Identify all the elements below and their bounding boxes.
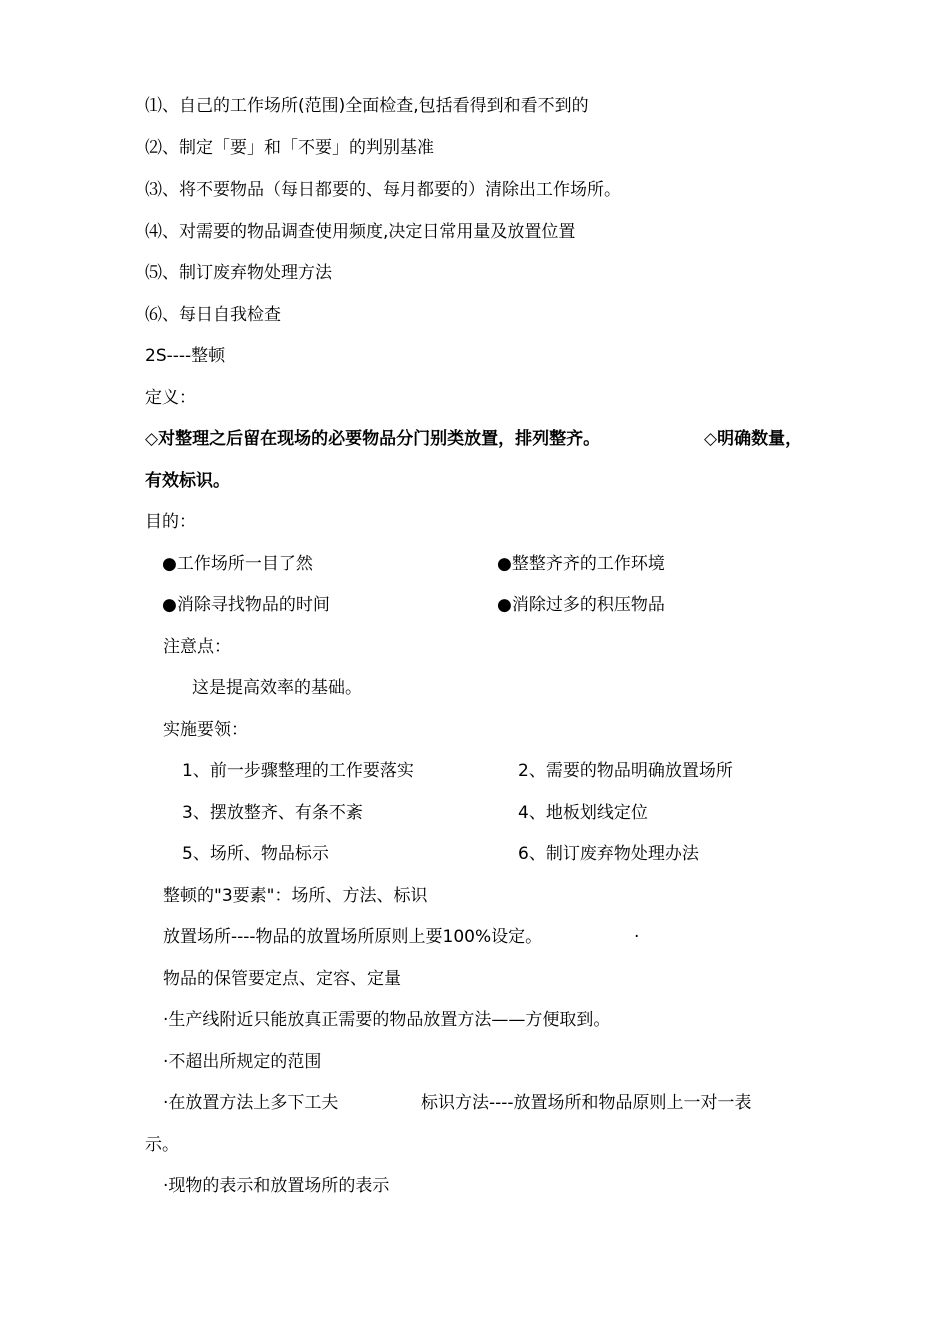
impl-item-3: 3、摆放整齐、有条不紊: [182, 803, 363, 823]
definition-label: 定义：: [145, 388, 196, 408]
purpose-item-3: ●消除寻找物品的时间: [162, 595, 330, 615]
step-5: ⑸、制订废弃物处理方法: [145, 263, 332, 283]
notes-text: 这是提高效率的基础。: [192, 678, 362, 698]
purpose-item-4: ●消除过多的积压物品: [497, 595, 665, 615]
notes-label: 注意点：: [163, 637, 231, 657]
purpose-label: 目的：: [145, 512, 196, 532]
definition-line-2: 有效标识。: [145, 471, 230, 491]
bullet-3-continued: 示。: [145, 1135, 179, 1155]
bullet-3a: ·在放置方法上多下工夫: [163, 1093, 339, 1113]
impl-item-4: 4、地板划线定位: [518, 803, 648, 823]
impl-label: 实施要领：: [163, 720, 248, 740]
definition-line-1a: ◇对整理之后留在现场的必要物品分门别类放置，排列整齐。: [145, 429, 601, 449]
impl-item-2: 2、需要的物品明确放置场所: [518, 761, 733, 781]
place-dot: ·: [634, 927, 640, 947]
step-4: ⑷、对需要的物品调查使用频度,决定日常用量及放置位置: [145, 222, 576, 242]
bullet-3b: 标识方法----放置场所和物品原则上一对一表: [421, 1093, 752, 1113]
step-3: ⑶、将不要物品（每日都要的、每月都要的）清除出工作场所。: [145, 180, 621, 200]
step-2: ⑵、制定「要」和「不要」的判别基准: [145, 138, 434, 158]
storage-text: 物品的保管要定点、定容、定量: [163, 969, 401, 989]
definition-line-1b: ◇明确数量，: [704, 429, 803, 449]
impl-item-5: 5、场所、物品标示: [182, 844, 329, 864]
place-text: 放置场所----物品的放置场所原则上要100%设定。: [163, 927, 543, 947]
bullet-2: ·不超出所规定的范围: [163, 1052, 322, 1072]
step-6: ⑹、每日自我检查: [145, 305, 281, 325]
purpose-item-1: ●工作场所一目了然: [162, 554, 313, 574]
three-elements: 整顿的"3要素"：场所、方法、标识: [163, 886, 428, 906]
impl-item-6: 6、制订废弃物处理办法: [518, 844, 699, 864]
impl-item-1: 1、前一步骤整理的工作要落实: [182, 761, 414, 781]
purpose-item-2: ●整整齐齐的工作环境: [497, 554, 665, 574]
bullet-4: ·现物的表示和放置场所的表示: [163, 1176, 390, 1196]
step-1: ⑴、自己的工作场所(范围)全面检查,包括看得到和看不到的: [145, 96, 589, 116]
section-title: 2S----整顿: [145, 346, 226, 366]
bullet-1: ·生产线附近只能放真正需要的物品放置方法——方便取到。: [163, 1010, 611, 1030]
